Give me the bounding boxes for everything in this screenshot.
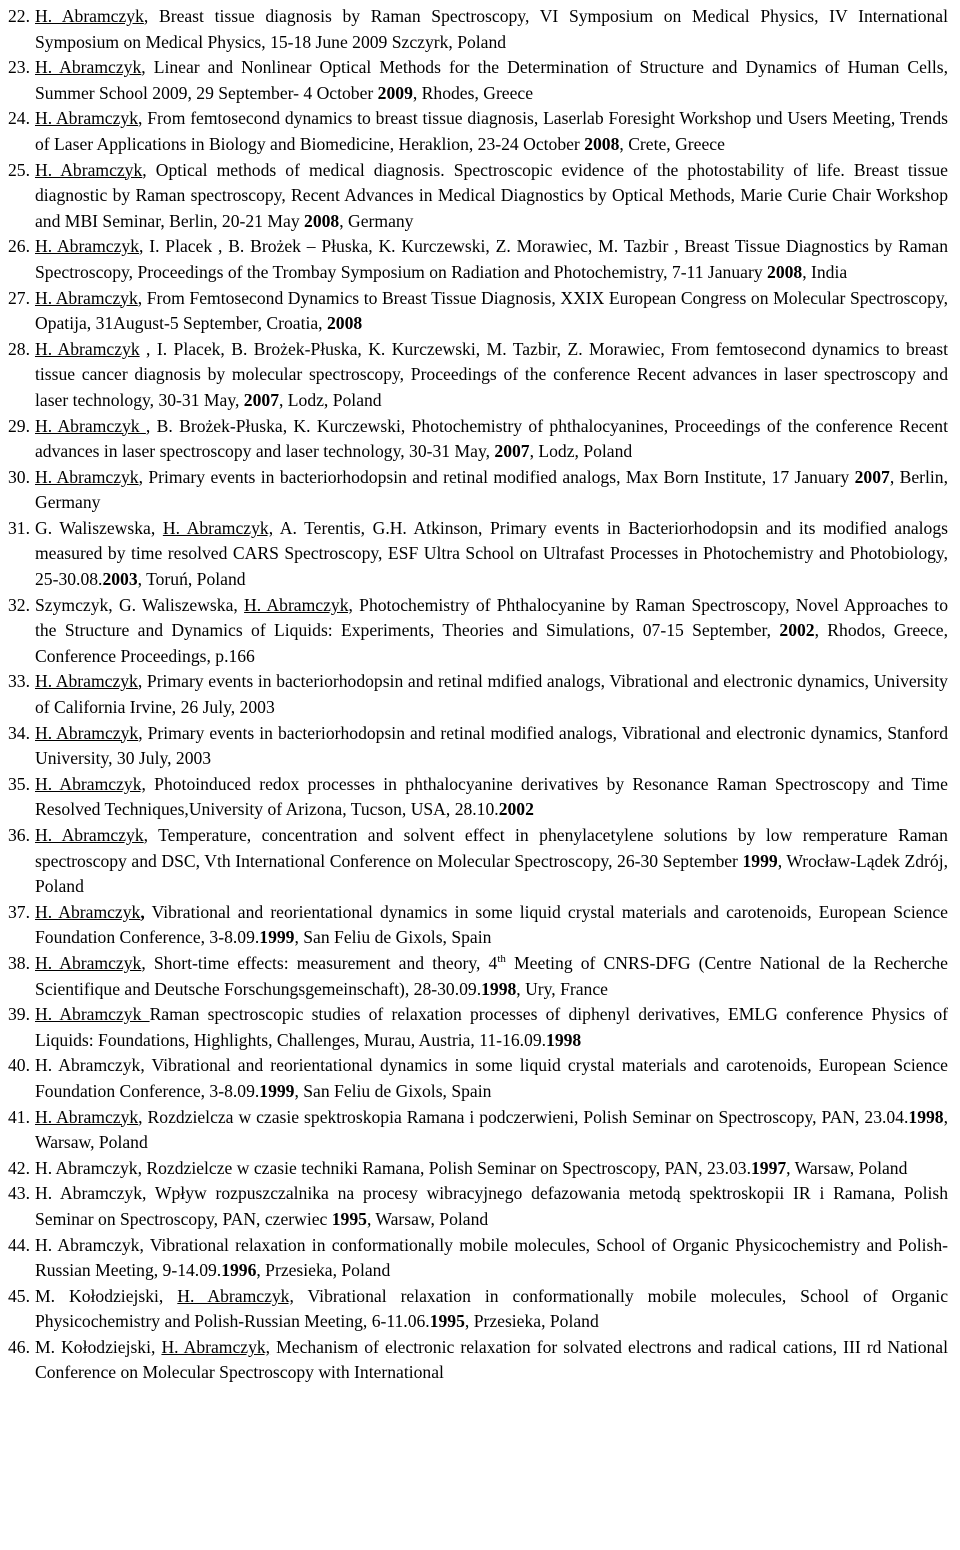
citation-text: , Rhodos, Greece, Conference Proceedings, p.166 bbox=[35, 620, 949, 666]
author-name: H. Abramczyk bbox=[35, 108, 139, 129]
list-item bbox=[8, 1335, 948, 1386]
year-text: 2008 bbox=[326, 313, 363, 334]
citation-text: M. Kołodziejski, bbox=[35, 1336, 162, 1357]
citation-text: , Warsaw, Poland bbox=[786, 1157, 908, 1178]
item-number: 44. bbox=[8, 1234, 30, 1255]
year-text: 2007 bbox=[854, 466, 890, 487]
citation-text: , Berlin, Germany bbox=[35, 466, 948, 513]
citation-text: , Rhodes, Greece bbox=[412, 82, 534, 103]
year-text: 2003 bbox=[102, 569, 138, 590]
list-item bbox=[8, 106, 948, 157]
list-item bbox=[8, 516, 948, 593]
year-text: 2007 bbox=[494, 441, 530, 462]
item-number: 22. bbox=[8, 6, 30, 26]
citation-text: Photochemistry of Phthalocyanine by Raman Spectroscopy, Novel Approaches to the Structure and Dynamics of Liquids: Experiments, Theories and Simulations, 07-15 September, bbox=[35, 594, 948, 641]
author-name: H. Abramczyk bbox=[35, 287, 138, 308]
citation-text: Vibrational and reorientational dynamics in some liquid crystal materials and carotenoids, European Science Foundation Conference, 3-8.09. bbox=[35, 901, 948, 948]
item-number: 45. bbox=[8, 1285, 30, 1306]
item-number: 32. bbox=[8, 594, 30, 615]
year-text: 2007 bbox=[243, 389, 279, 410]
citation-text: M. Kołodziejski, bbox=[35, 1285, 178, 1306]
citation-text: , Toruń, Poland bbox=[137, 569, 246, 590]
list-item bbox=[8, 1284, 948, 1335]
year-text: 1998 bbox=[546, 1029, 582, 1050]
item-number: 27. bbox=[8, 287, 30, 308]
author-name: H. Abramczyk bbox=[35, 671, 138, 692]
list-item bbox=[8, 465, 948, 516]
author-name: H. Abramczyk bbox=[35, 415, 146, 436]
item-number: 37. bbox=[8, 901, 30, 922]
citation-text: , Primary events in bacteriorhodopsin and retinal mdified analogs, Vibrational and electronic dynamics, University of California Irvine, 26 July, 2003 bbox=[35, 671, 948, 718]
citation-text: , Ury, France bbox=[516, 978, 608, 999]
item-number: 28. bbox=[8, 338, 30, 359]
year-text: , bbox=[140, 901, 145, 922]
year-text: 2008 bbox=[767, 261, 803, 282]
citation-text: , Crete, Greece bbox=[619, 133, 725, 154]
citation-text: , Warsaw, Poland bbox=[35, 1106, 948, 1153]
year-text: 1998 bbox=[908, 1106, 944, 1127]
list-item bbox=[8, 414, 948, 465]
citation-text: , San Feliu de Gixols, Spain bbox=[294, 1080, 492, 1101]
list-item bbox=[8, 669, 948, 720]
year-text: 2009 bbox=[377, 82, 413, 103]
author-name: H. Abramczyk bbox=[35, 722, 139, 743]
author-name: H. Abramczyk, bbox=[244, 594, 353, 615]
citation-text: H. Abramczyk, Rozdzielcze w czasie techniki Ramana, Polish Seminar on Spectroscopy, PAN, 23.03. bbox=[35, 1157, 751, 1178]
list-item bbox=[8, 951, 948, 1002]
item-number: 23. bbox=[8, 57, 30, 78]
item-number: 26. bbox=[8, 236, 30, 257]
citation-text: , Rozdzielcza w czasie spektroskopia Ramana i podczerwieni, Polish Seminar on Spectroscopy, PAN, 23.04. bbox=[138, 1106, 909, 1127]
author-name: H. Abramczyk bbox=[35, 6, 144, 26]
citation-text: Raman spectroscopic studies of relaxation processes of diphenyl derivatives, EMLG conference Physics of Liquids: Foundations, Highlights, Challenges, Murau, Austria, 11-16.09. bbox=[35, 1004, 949, 1050]
list-item bbox=[8, 1053, 948, 1104]
item-number: 39. bbox=[8, 1004, 30, 1025]
list-item bbox=[8, 55, 948, 106]
citation-text: , Primary events in bacteriorhodopsin and retinal modified analogs, Vibrational and electronic dynamics, Stanford University, 30 July, 2003 bbox=[35, 722, 948, 769]
item-number: 24. bbox=[8, 108, 30, 129]
citation-text: , San Feliu de Gixols, Spain bbox=[294, 927, 492, 948]
author-name: H. Abramczyk bbox=[35, 236, 140, 257]
author-name: H. Abramczyk, bbox=[161, 1336, 271, 1357]
citation-text: , B. Brożek-Płuska, K. Kurczewski, Photochemistry of phthalocyanines, Proceedings of the conference Recent advances in laser spectroscopy and laser technology, 30-31 May, bbox=[35, 415, 948, 462]
citation-text: G. Waliszewska, bbox=[35, 517, 163, 538]
citation-text: Vibrational relaxation in conformationally mobile molecules, School of Organic Physicochemistry and Polish-Russian Meeting, 6-11.06. bbox=[35, 1285, 948, 1332]
list-item bbox=[8, 772, 948, 823]
year-text: 1999 bbox=[259, 927, 295, 948]
item-number: 46. bbox=[8, 1336, 30, 1357]
author-name: H. Abramczyk, bbox=[35, 773, 146, 794]
citation-text: th bbox=[497, 953, 506, 966]
citation-text: , Lodz, Poland bbox=[529, 441, 633, 462]
item-number: 33. bbox=[8, 671, 30, 692]
author-name: H. Abramczyk bbox=[35, 159, 143, 180]
list-item bbox=[8, 1181, 948, 1232]
item-number: 25. bbox=[8, 159, 30, 180]
citation-text: , Breast tissue diagnosis by Raman Spectroscopy, VI Symposium on Medical Physics, IV International Symposium on Medical Physics, 15-18 June 2009 Szczyrk, Poland bbox=[35, 6, 948, 52]
list-item bbox=[8, 1156, 948, 1182]
item-number: 35. bbox=[8, 773, 30, 794]
citation-text: , Temperature, concentration and solvent effect in phenylacetylene solutions by low remperature Raman spectroscopy and DSC, Vth International Conference on Molecular Spectroscopy, 26-30 September bbox=[35, 825, 948, 871]
citation-text: , Linear and Nonlinear Optical Methods for the Determination of Structure and Dynamics of Human Cells, Summer School 2009, 29 September- 4 October bbox=[35, 57, 948, 103]
item-number: 40. bbox=[8, 1055, 30, 1076]
citation-text: , India bbox=[802, 261, 848, 282]
author-name: H. Abramczyk bbox=[35, 901, 141, 922]
author-name: H. Abramczyk, bbox=[177, 1285, 294, 1306]
list-item bbox=[8, 593, 948, 670]
citation-text: , Warsaw, Poland bbox=[366, 1208, 489, 1229]
citation-text: , Przesieka, Poland bbox=[256, 1260, 391, 1281]
citation-text: , From femtosecond dynamics to breast tissue diagnosis, Laserlab Foresight Workshop und Users Meeting, Trends of Laser Applications in Biology and Biomedicine, Heraklion, 23-24 October bbox=[35, 108, 948, 154]
citation-text: A. Terentis, G.H. Atkinson, Primary events in Bacteriorhodopsin and its modified analogs measured by time resolved CARS Spectroscopy, ESF Ultra School on Ultrafast Processes in Photochemistry and Photobiology, 25-30.08. bbox=[35, 517, 949, 590]
year-text: 2008 bbox=[304, 210, 340, 231]
citation-text: Mechanism of electronic relaxation for solvated electrons and radical cations, III rd National Conference on Molecular Spectroscopy with International bbox=[35, 1336, 948, 1383]
author-name: H. Abramczyk bbox=[35, 1004, 150, 1025]
year-text: 1996 bbox=[221, 1260, 257, 1281]
list-item bbox=[8, 1233, 948, 1284]
list-item bbox=[8, 337, 948, 414]
list-item bbox=[8, 900, 948, 951]
list-item bbox=[8, 234, 948, 285]
citation-text: , Wrocław-Lądek Zdrój, Poland bbox=[35, 850, 948, 897]
citation-text: , Optical methods of medical diagnosis. Spectroscopic evidence of the photostability of life. Breast tissue diagnostic by Raman spectroscopy, Recent Advances in Medical Diagnostics by Optical Methods, Marie Curie Chair Workshop and MBI Seminar, Berlin, 20-21 May bbox=[35, 159, 948, 231]
item-number: 36. bbox=[8, 825, 30, 845]
author-name: H. Abramczyk bbox=[35, 1106, 139, 1127]
citation-text: , Primary events in bacteriorhodopsin and retinal modified analogs, Max Born Institute, 17 January bbox=[138, 466, 855, 487]
author-name: H. Abramczyk bbox=[35, 57, 142, 78]
list-item bbox=[8, 721, 948, 772]
list-item bbox=[8, 158, 948, 235]
year-text: 2008 bbox=[584, 133, 620, 154]
item-number: 34. bbox=[8, 722, 30, 743]
author-name: H. Abramczyk, bbox=[162, 517, 274, 538]
citation-text: H. Abramczyk, Vibrational relaxation in conformationally mobile molecules, School of Organic Physicochemistry and Polish-Russian Meeting, 9-14.09. bbox=[35, 1234, 948, 1281]
author-name: H. Abramczyk bbox=[35, 338, 140, 359]
item-number: 41. bbox=[8, 1106, 30, 1127]
author-name: H. Abramczyk bbox=[35, 825, 144, 845]
year-text: 1999 bbox=[259, 1080, 295, 1101]
citation-text: , Short-time effects: measurement and theory, 4 bbox=[141, 952, 498, 973]
item-number: 29. bbox=[8, 415, 30, 436]
citation-text: , Lodz, Poland bbox=[278, 389, 382, 410]
author-name: H. Abramczyk bbox=[35, 952, 142, 973]
item-number: 30. bbox=[8, 466, 30, 487]
citation-text: , I. Placek, B. Brożek-Płuska, K. Kurczewski, M. Tazbir, Z. Morawiec, From femtosecond dynamics to breast tissue cancer diagnosis by molecular spectroscopy, Proceedings of the conference Recent advances in laser spectroscopy and laser technology, 30-31 May, bbox=[35, 338, 948, 410]
citation-text: Meeting of CNRS-DFG (Centre National de la Recherche Scientifique and Deutsche Forschungsgemeinschaft), 28-30.09. bbox=[35, 952, 948, 999]
item-number: 31. bbox=[8, 517, 30, 538]
item-number: 43. bbox=[8, 1183, 30, 1204]
list-item bbox=[8, 823, 948, 900]
citation-text: H. Abramczyk, Wpływ rozpuszczalnika na procesy wibracyjnego defazowania metodą spektroskopii IR i Ramana, Polish Seminar on Spectroscopy, PAN, czerwiec bbox=[35, 1183, 948, 1229]
author-name: H. Abramczyk bbox=[35, 466, 139, 487]
citation-text: H. Abramczyk, Vibrational and reorientational dynamics in some liquid crystal materials and carotenoids, European Science Foundation Conference, 3-8.09. bbox=[35, 1055, 948, 1101]
year-text: 2002 bbox=[779, 620, 815, 641]
year-text: 1995 bbox=[429, 1311, 465, 1332]
year-text: 1998 bbox=[481, 978, 517, 999]
citation-text: Photoinduced redox processes in phthalocyanine derivatives by Resonance Raman Spectroscopy and Time Resolved Techniques,University of Arizona, Tucson, USA, 28.10. bbox=[35, 773, 948, 820]
citation-text: , Germany bbox=[339, 210, 414, 231]
year-text: 1997 bbox=[750, 1157, 787, 1178]
list-item bbox=[8, 286, 948, 337]
year-text: 2002 bbox=[498, 799, 534, 820]
citation-text: Szymczyk, G. Waliszewska, bbox=[35, 594, 245, 615]
citation-text: , I. Placek , B. Brożek – Płuska, K. Kurczewski, Z. Morawiec, M. Tazbir , Breast Tissue Diagnostics by Raman Spectroscopy, Proceedings of the Trombay Symposium on Radiation and Photochemistry, 7-11 January bbox=[35, 236, 948, 282]
citation-text: , Przesieka, Poland bbox=[464, 1311, 599, 1332]
item-number: 38. bbox=[8, 952, 30, 973]
publication-list bbox=[8, 4, 948, 1386]
list-item bbox=[8, 4, 948, 55]
citation-text: , From Femtosecond Dynamics to Breast Tissue Diagnosis, XXIX European Congress on Molecular Spectroscopy, Opatija, 31August-5 September, Croatia, bbox=[35, 287, 948, 334]
year-text: 1995 bbox=[331, 1208, 367, 1229]
year-text: 1999 bbox=[742, 850, 778, 871]
item-number: 42. bbox=[8, 1157, 30, 1178]
list-item bbox=[8, 1105, 948, 1156]
list-item bbox=[8, 1002, 948, 1053]
